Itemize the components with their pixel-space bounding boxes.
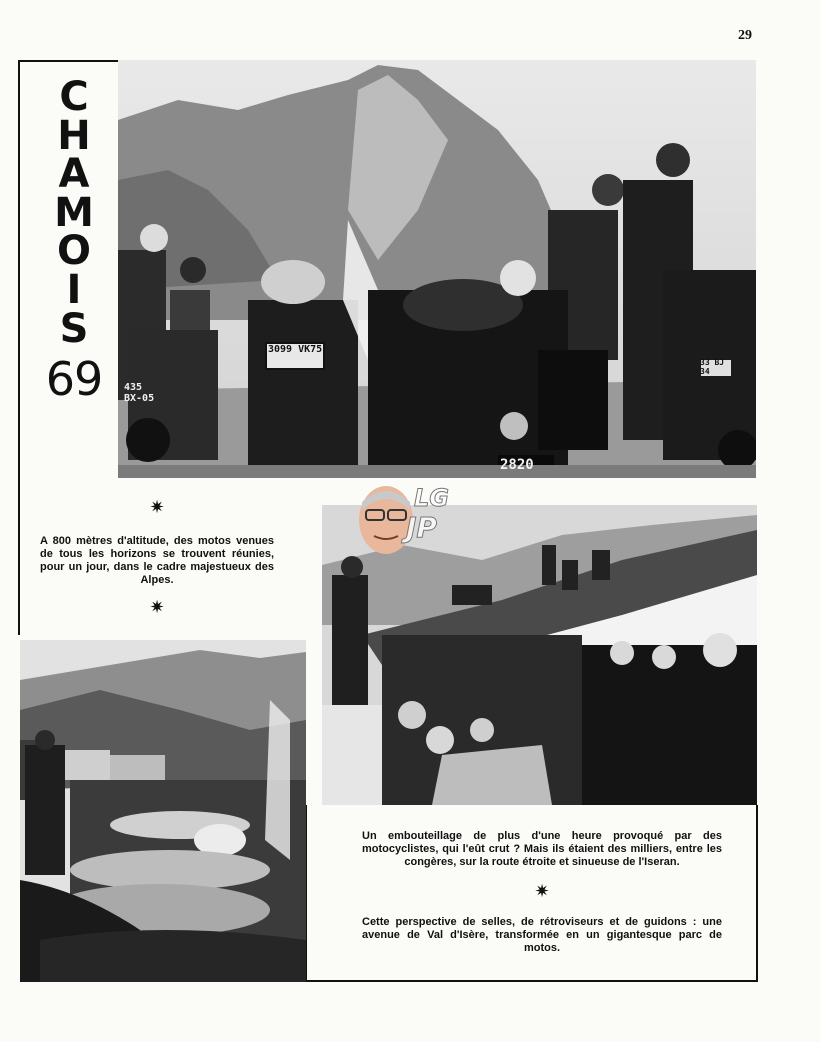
page-number: 29 [738, 28, 752, 43]
caption-left: A 800 mètres d'altitude, des motos venues de tous les horizons se trouvent réunies, pour un jour, dans le cadre majestueux des Alpes. [40, 535, 274, 586]
title-letter: A [58, 151, 90, 198]
plate-label: 435 BX-05 [124, 382, 155, 404]
right-box-left-rule [306, 805, 307, 982]
star-separator: ✷ [149, 497, 165, 518]
watermark-text: JP [406, 511, 437, 544]
frame-left-rule [18, 60, 20, 635]
plate-label: 3099 VK75 [268, 344, 323, 355]
right-box-bottom-rule [306, 980, 758, 982]
title-letter: M [54, 189, 94, 236]
title-column [34, 74, 114, 407]
plate-label: 2820 [500, 457, 534, 473]
watermark-logo [356, 484, 466, 556]
title-year: 69 [45, 352, 103, 407]
frame-top-rule [18, 60, 118, 62]
title-letter: O [56, 228, 91, 275]
right-box-right-rule [756, 805, 758, 982]
watermark-text: LG [414, 484, 449, 512]
star-separator: ✷ [149, 597, 165, 618]
title-letter: I [66, 266, 82, 313]
caption-traffic: Un embouteillage de plus d'une heure provoqué par des motocyclistes, qui l'eût crut ? Mais ils étaient des milliers, entre les congères, sur la route étroite et sinueuse de l'Iseran. [362, 830, 722, 868]
photo-alpine-motorcycles [118, 60, 756, 478]
star-separator: ✷ [534, 881, 550, 902]
caption-val-disere: Cette perspective de selles, de rétroviseurs et de guidons : une avenue de Val d'Isère, transformée en un gigantesque parc de motos. [362, 916, 722, 954]
plate-label: 33 BJ 34 [700, 358, 725, 376]
title-letter: S [59, 305, 89, 352]
title-letter: C [59, 74, 89, 120]
title-letter: H [57, 112, 91, 159]
photo-val-disere [20, 640, 306, 982]
